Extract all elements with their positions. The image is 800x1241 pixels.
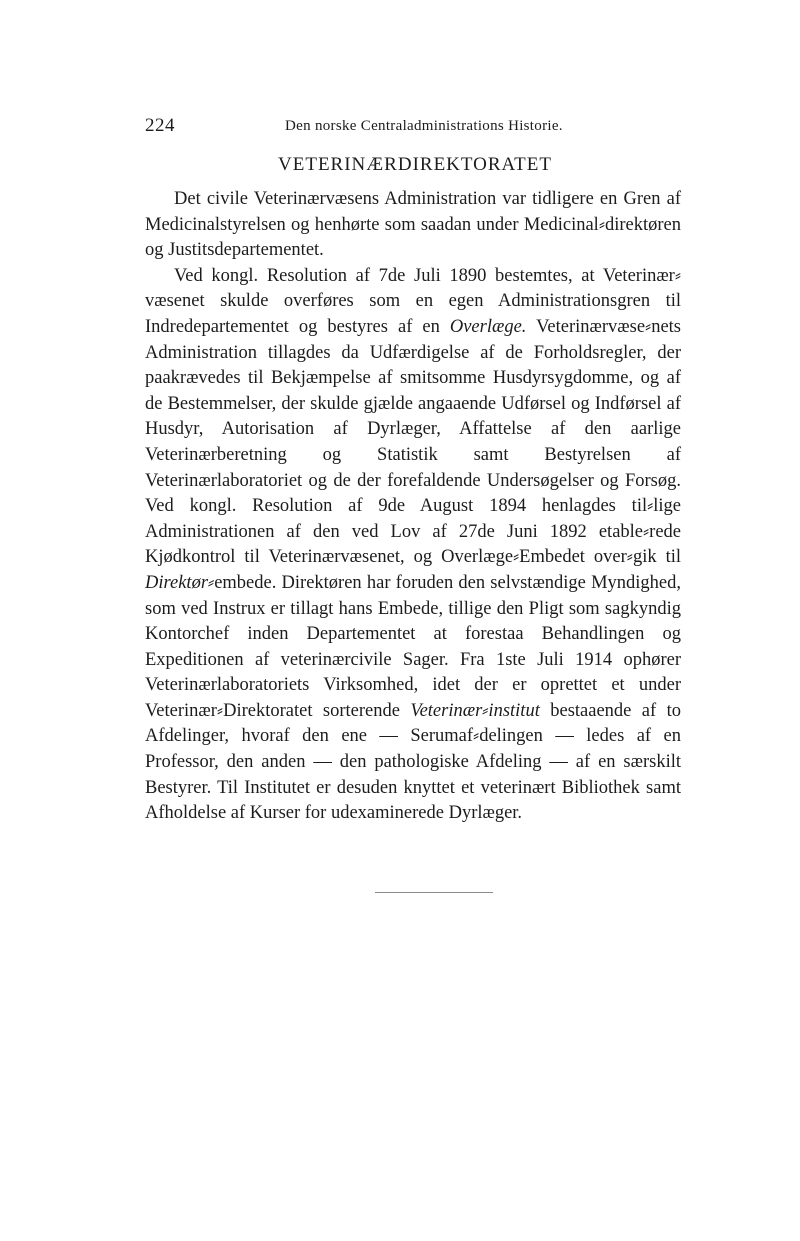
paragraph-2-text-2: Veterinærvæse⸗nets Administration tillagdes da Udfærdigelse af de Forholdsregler, der paakrævedes til Bekjæmpelse af smitsomme Husdyrsygdomme, og af de Bestemmelser, der skulde gjælde angaaende Udførsel og Indførsel af Husdyr, Autorisation af Dyrlæger, Affattelse af den aarlige Veterinærberetning og Statistik samt Bestyrelsen af Veterinærlaboratoriet og de der forefaldende Undersøgelser og Forsøg. Ved kongl. Resolution af 9de August 1894 henlagdes til⸗lige Administrationen af den ved Lov af 27de Juni 1892 etable⸗rede Kjødkontrol til Veterinærvæsenet, og Overlæge⸗Embedet over⸗gik til [145, 316, 681, 568]
end-rule [375, 892, 493, 893]
paragraph-2-text-1: Ved kongl. Resolution af 7de Juli 1890 bestemtes, at Veterinær⸗væsenet skulde overføres som en egen Administrationsgren til Indredepartementet og bestyres af en [145, 265, 681, 337]
running-head [145, 115, 685, 141]
italic-overlaege: Overlæge. [449, 316, 527, 337]
page-number: 224 [145, 115, 175, 136]
paragraph-2-text-3: embede. Direktøren har foruden den selvstændige Myndighed, som ved Instrux er tillagt hans Embede, tillige den Pligt som sagkyndig Kontorchef inden Departementet at forestaa Behandlingen og Expeditionen af veterinærcivile Sager. Fra 1ste Juli 1914 ophører Veterinærlaboratoriets Virksomhed, idet der er oprettet et under Veterinær⸗Direktoratet sorterende [145, 572, 681, 721]
section-heading: VETERINÆRDIREKTORATET [278, 154, 552, 175]
italic-veterinaerinstitut: Veterinær⸗institut [410, 700, 540, 721]
running-title: Den norske Centraladministrations Historie. [285, 118, 563, 134]
paragraph-2-text-4: bestaaende af to Afdelinger, hvoraf den ene — Serumaf⸗delingen — ledes af en Professor, den anden — den pathologiske Afdeling — af en særskilt Bestyrer. Til Institutet er desuden knyttet et veterinært Bibliothek samt Afholdelse af Kurser for udexaminerede Dyrlæger. [145, 700, 681, 824]
italic-direktor: Direktør⸗ [145, 572, 215, 593]
paragraph-2 [145, 264, 681, 827]
body-text [145, 187, 681, 827]
paragraph-1: Det civile Veterinærvæsens Administration var tidligere en Gren af Medicinalstyrelsen og henhørte som saadan under Medicinal⸗direktøren og Justitsdepartementet. [145, 189, 681, 261]
